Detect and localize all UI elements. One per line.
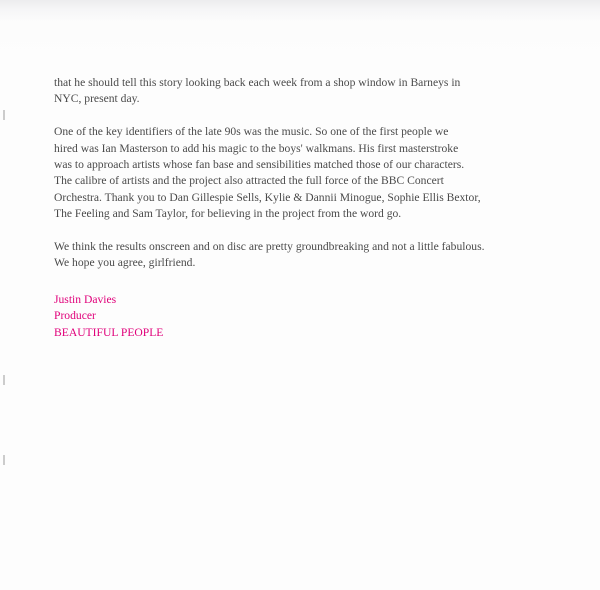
signature-production: BEAUTIFUL PEOPLE [54, 325, 164, 339]
fold-mark-bottom [2, 455, 6, 465]
text-line: We hope you agree, girlfriend. [54, 256, 196, 270]
letter-body [54, 75, 564, 341]
signature-name: Justin Davies [54, 292, 117, 306]
paragraph-results [54, 239, 564, 272]
text-line: Orchestra. Thank you to Dan Gillespie Sells, Kylie & Dannii Minogue, Sophie Ellis Bextor, [54, 190, 481, 204]
signature-role: Producer [54, 309, 96, 323]
signature-block [54, 292, 564, 341]
paragraph-closing-setup [54, 75, 564, 108]
paragraph-music [54, 124, 564, 222]
text-line: NYC, present day. [54, 92, 140, 106]
text-line: was to approach artists whose fan base and sensibilities matched those of our characters. [54, 158, 465, 172]
fold-mark-top [2, 110, 6, 120]
text-line: The calibre of artists and the project also attracted the full force of the BBC Concert [54, 174, 444, 188]
text-line: We think the results onscreen and on disc are pretty groundbreaking and not a little fabulous. [54, 240, 485, 254]
text-line: that he should tell this story looking back each week from a shop window in Barneys in [54, 76, 461, 89]
text-line: hired was Ian Masterson to add his magic to the boys' walkmans. His first masterstroke [54, 141, 459, 155]
text-line: The Feeling and Sam Taylor, for believing in the project from the word go. [54, 207, 402, 221]
fold-mark-middle [2, 375, 6, 385]
text-line: One of the key identifiers of the late 90s was the music. So one of the first people we [54, 125, 449, 139]
